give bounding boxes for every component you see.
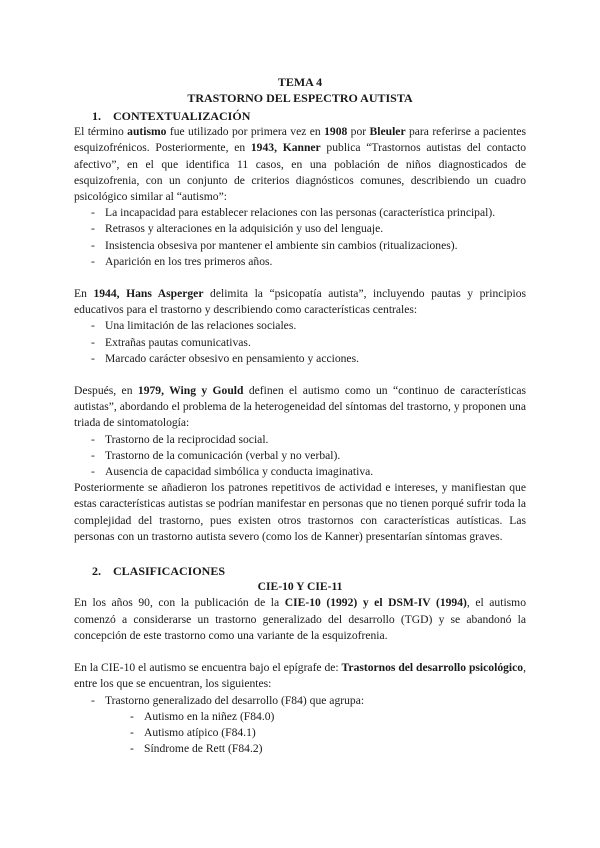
section-title: CLASIFICACIONES bbox=[113, 564, 226, 579]
section-heading bbox=[74, 108, 526, 124]
subheading: CIE-10 Y CIE-11 bbox=[257, 580, 343, 594]
nested-bullet-list bbox=[74, 709, 526, 758]
list-item: - Retrasos y alteraciones en la adquisición y uso del lenguaje. bbox=[74, 221, 526, 237]
paragraph: El término autismo fue utilizado por primera vez en 1908 por Bleuler para referirse a pacientes esquizofrénicos. Posteriormente, en 1943, Kanner publica “Trastornos autistas del contacto afectivo”, en el que identifica 11 casos, en una población de niños diagnosticados de esquizofrenia, con un conjunto de criterios diagnósticos comunes, describiendo un cuadro psicológico similar al “autismo”: bbox=[74, 125, 526, 204]
tema-label: TEMA 4 bbox=[277, 75, 323, 89]
paragraph: En la CIE-10 el autismo se encuentra bajo el epígrafe de: Trastornos del desarrollo psicológico, entre los que se encuentran, los siguientes: bbox=[74, 661, 526, 691]
list-item: - Autismo en la niñez (F84.0) bbox=[74, 709, 526, 725]
bullet-list bbox=[74, 318, 526, 367]
paragraph: En los años 90, con la publicación de la CIE-10 (1992) y el DSM-IV (1994), el autismo comenzó a considerarse un trastorno generalizado del desarrollo (TGD) y se abandonó la concepción de este trastorno como una variante de la esquizofrenia. bbox=[74, 596, 526, 642]
bullet-list bbox=[74, 205, 526, 270]
bullet-list bbox=[74, 432, 526, 481]
paragraph: Después, en 1979, Wing y Gould definen el autismo como un “continuo de características autistas”, abordando el problema de la heterogeneidad del síntomas del trastorno, y proponen una triada de sintomatología: bbox=[74, 384, 527, 430]
list-item: - Una limitación de las relaciones sociales. bbox=[74, 318, 526, 334]
list-item: - Insistencia obsesiva por mantener el ambiente sin cambios (ritualizaciones). bbox=[74, 238, 526, 254]
list-item: - Extrañas pautas comunicativas. bbox=[74, 335, 526, 351]
list-item: - Autismo atípico (F84.1) bbox=[74, 725, 526, 741]
list-item: - Trastorno de la comunicación (verbal y no verbal). bbox=[74, 448, 526, 464]
list-item: - Aparición en los tres primeros años. bbox=[74, 254, 526, 270]
list-item: - Síndrome de Rett (F84.2) bbox=[74, 741, 526, 757]
list-item: - Trastorno generalizado del desarrollo (F84) que agrupa: bbox=[74, 693, 526, 709]
list-item: - Ausencia de capacidad simbólica y conducta imaginativa. bbox=[74, 464, 526, 480]
section-heading bbox=[74, 563, 526, 579]
section-number: 2. bbox=[92, 564, 101, 579]
list-item: - La incapacidad para establecer relaciones con las personas (característica principal). bbox=[74, 205, 526, 221]
paragraph: Posteriormente se añadieron los patrones repetitivos de actividad e intereses, y manifiestan que estas características autistas se podrían manifestar en personas que no tienen porqué sufrir toda la complejidad del trastorno, pues existen otros trastornos con características autísticas. Las personas con un trastorno autista severo (como los de Kanner) presentarían síntomas graves. bbox=[74, 481, 526, 543]
list-item: - Marcado carácter obsesivo en pensamiento y acciones. bbox=[74, 351, 526, 367]
section-title: CONTEXTUALIZACIÓN bbox=[113, 109, 251, 123]
paragraph: En 1944, Hans Asperger delimita la “psicopatía autista”, incluyendo pautas y principios educativos para el trastorno y describiendo como características centrales: bbox=[74, 287, 527, 317]
document-page bbox=[74, 74, 526, 757]
bullet-list bbox=[74, 693, 526, 709]
document-title: TRASTORNO DEL ESPECTRO AUTISTA bbox=[187, 91, 413, 105]
list-item: - Trastorno de la reciprocidad social. bbox=[74, 432, 526, 448]
section-number: 1. bbox=[92, 109, 101, 123]
